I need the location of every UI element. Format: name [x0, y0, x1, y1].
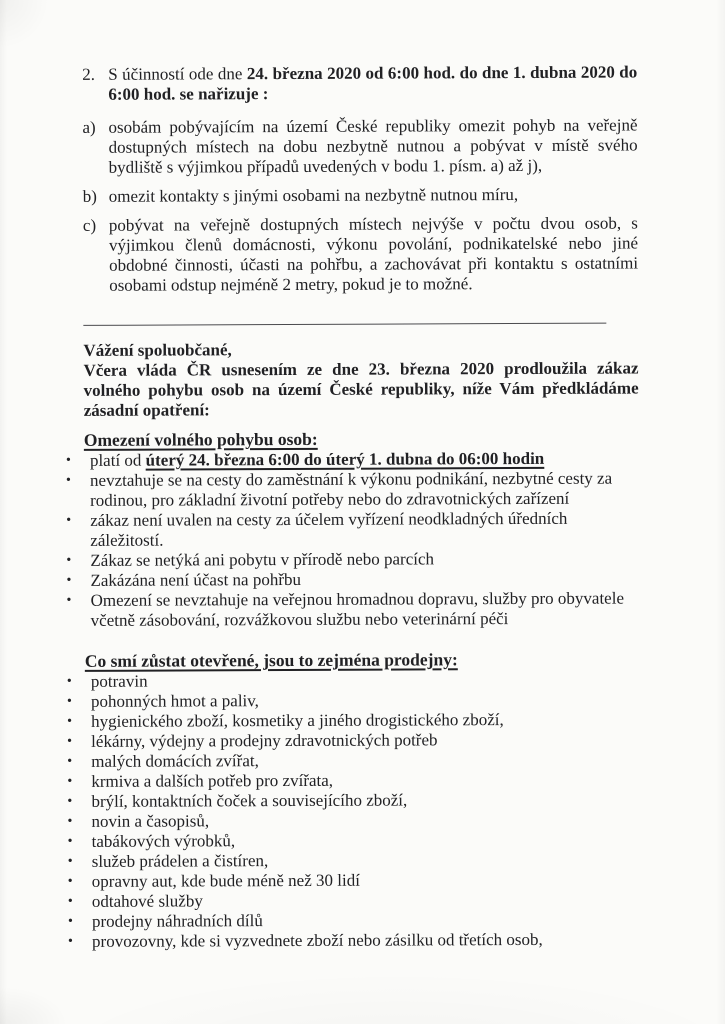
bullet-icon: • — [65, 472, 71, 488]
list-item-text: novin a časopisů, — [91, 811, 210, 831]
bullet-icon: • — [66, 572, 72, 588]
list-item-text: Zakázána není účast na pohřbu — [90, 569, 302, 590]
letter-body: Včera vláda ČR usnesením ze dne 23. března 2020 prodloužila zákaz volného pohybu osob na území České republiky, níže Vám předkládáme zásadní opatření: — [83, 358, 639, 420]
shops-heading: Co smí zůstat otevřené, jsou to zejména prodejny: — [84, 649, 458, 671]
list-item-text: tabákových výrobků, — [91, 831, 236, 851]
list-item — [63, 769, 640, 792]
list-item — [63, 709, 640, 732]
decree-numbered-item — [82, 62, 637, 104]
bullet-icon: • — [67, 933, 73, 949]
list-item-text: prodejny náhradních dílů — [91, 911, 263, 931]
list-item — [64, 929, 641, 952]
decree-item-b-label: b) — [82, 186, 97, 206]
letter-salutation: Vážení spoluobčané, — [83, 340, 232, 360]
list-item — [63, 729, 640, 752]
bullet-icon: • — [66, 673, 72, 689]
bullet-icon: • — [66, 693, 72, 709]
restrictions-heading: Omezení volného pohybu osob: — [83, 428, 318, 450]
decree-intro — [108, 62, 637, 104]
list-item-text: malých domácích zvířat, — [91, 751, 259, 771]
decree-item-a-label: a) — [82, 117, 96, 137]
decree-item-b-text: omezit kontakty s jinými osobami na nezbytně nutnou míru, — [108, 185, 519, 206]
list-item-text: pohonných hmot a paliv, — [90, 691, 259, 711]
list-item-text: opravny aut, kde bude méně než 30 lidí — [91, 870, 360, 891]
list-item — [62, 448, 639, 471]
bullet-icon: • — [67, 753, 73, 769]
decree-item-a — [82, 115, 637, 177]
restrictions-list — [62, 448, 640, 631]
list-item-text: Omezení se nevztahuje na veřejnou hromadnou dopravu, služby pro obyvatele včetně zásobování, rozvážkovou službu nebo veterinární péči — [90, 588, 625, 630]
list-item — [63, 789, 640, 812]
decree-item-a-text: osobám pobývajícím na území České republiky omezit pohyb na veřejně dostupných místech na dobu nezbytně nutnou a pobývat v místě svého bydliště s výjimkou případů uvedených v bodu 1. písm. a) až j), — [108, 115, 638, 177]
restriction-dates-emphasis: úterý 24. března 6:00 do úterý 1. dubna do 06:00 hodin — [145, 448, 545, 470]
list-item — [63, 689, 640, 712]
bullet-icon: • — [67, 853, 73, 869]
decree-item-c-label: c) — [82, 215, 97, 235]
list-item-text: Zákaz se netýká ani pobytu v přírodě nebo parcích — [90, 549, 435, 570]
section-divider — [83, 323, 606, 326]
bullet-icon: • — [66, 512, 72, 528]
bullet-icon: • — [67, 793, 73, 809]
list-item-text: krmiva a dalších potřeb pro zvířata, — [91, 770, 334, 791]
bullet-icon: • — [65, 452, 71, 468]
section-open-shops — [66, 648, 641, 951]
list-item-text: odtahové služby — [91, 891, 203, 911]
list-item — [62, 568, 639, 591]
section-letter — [83, 338, 638, 420]
list-item — [62, 508, 639, 551]
list-item-text: hygienického zboží, kosmetiky a jiného drogistického zboží, — [91, 710, 504, 731]
list-item-text — [90, 448, 639, 470]
list-item — [63, 669, 640, 692]
bullet-icon: • — [67, 713, 73, 729]
list-item — [63, 749, 640, 772]
list-item — [64, 829, 641, 852]
section-decree — [82, 62, 638, 295]
list-item-text: brýlí, kontaktních čoček a souvisejícího zboží, — [91, 790, 408, 811]
decree-item-b — [83, 184, 638, 206]
decree-item-c — [83, 213, 638, 295]
list-item — [63, 588, 640, 631]
bullet-icon: • — [67, 773, 73, 789]
bullet-icon: • — [66, 592, 72, 608]
decree-intro-bold: 24. března 2020 od 6:00 hod. do dne 1. dubna 2020 do 6:00 hod. se nařizuje : — [108, 62, 638, 104]
shops-list — [63, 669, 641, 952]
bullet-icon: • — [67, 913, 73, 929]
bullet-icon: • — [67, 873, 73, 889]
decree-item-c-text: pobývat na veřejně dostupných místech nejvýše v počtu dvou osob, s výjimkou členů domácnosti, výkonu povolání, podnikatelské nebo jiné obdobné činnosti, účasti na pohřbu, a zachovávat při kontaktu s ostatními osobami odstup nejméně 2 metry, pokud je to možné. — [108, 213, 639, 295]
decree-number: 2. — [82, 64, 96, 84]
bullet-icon: • — [66, 552, 72, 568]
bullet-icon: • — [67, 833, 73, 849]
list-item — [63, 809, 640, 832]
list-item — [64, 909, 641, 932]
bullet-icon: • — [67, 733, 73, 749]
list-item-text: lékárny, výdejny a prodejny zdravotnických potřeb — [91, 730, 438, 751]
decree-intro-regular: S účinností ode dne — [108, 64, 247, 84]
bullet-icon: • — [67, 893, 73, 909]
list-item-text: nevztahuje se na cesty do zaměstnání k výkonu podnikání, nezbytné cesty za rodinou, pro základní životní potřeby nebo do zdravotnických zařízení — [89, 468, 613, 510]
list-item-text: potravin — [90, 671, 148, 691]
list-item-text: provozovny, kde si vyzvednete zboží nebo zásilku od třetích osob, — [91, 929, 543, 951]
list-item — [62, 468, 639, 511]
section-restrictions — [65, 427, 640, 630]
list-item — [62, 548, 639, 571]
list-item-text: zákaz není uvalen na cesty za účelem vyřízení neodkladných úředních záležitostí. — [90, 508, 568, 550]
bullet-icon: • — [67, 813, 73, 829]
restriction-prefix: platí od — [89, 450, 146, 470]
list-item — [64, 849, 641, 872]
list-item — [64, 869, 641, 892]
list-item — [64, 889, 641, 912]
list-item-text: služeb prádelen a čistíren, — [91, 851, 269, 871]
